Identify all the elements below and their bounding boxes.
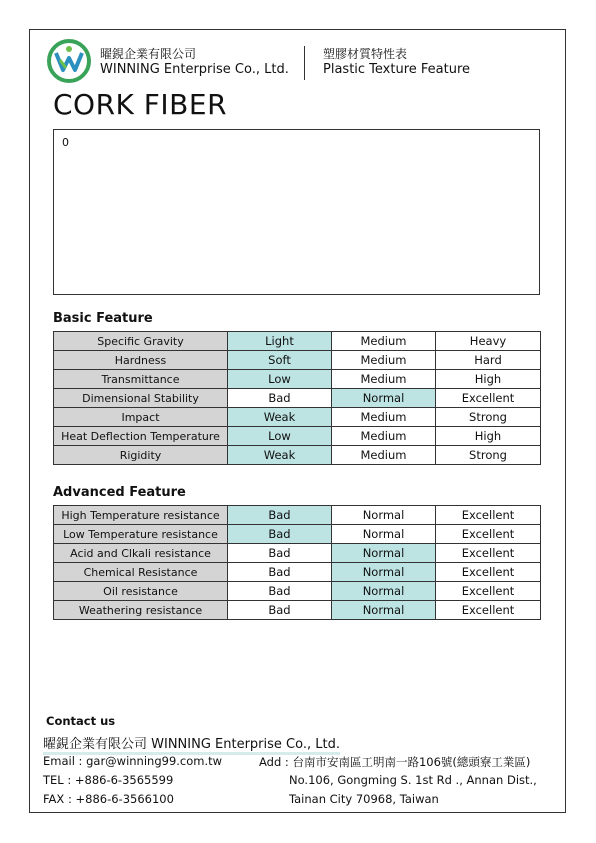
contact-title: Contact us: [46, 714, 116, 728]
feature-option: Medium: [332, 332, 436, 351]
feature-label: Low Temperature resistance: [54, 525, 228, 544]
contact-company: 曜鋧企業有限公司 WINNING Enterprise Co., Ltd.: [43, 733, 340, 755]
feature-row: [54, 525, 541, 544]
feature-option-selected: Normal: [332, 582, 436, 601]
feature-row: [54, 370, 541, 389]
feature-label: Chemical Resistance: [54, 563, 228, 582]
feature-label: Dimensional Stability: [54, 389, 228, 408]
advanced-feature-table: [53, 505, 541, 620]
feature-option: Medium: [332, 427, 436, 446]
advanced-feature-title: Advanced Feature: [53, 485, 186, 500]
feature-option: Normal: [332, 506, 436, 525]
feature-label: Acid and Clkali resistance: [54, 544, 228, 563]
feature-option: Excellent: [436, 582, 541, 601]
feature-option: Normal: [332, 525, 436, 544]
feature-option: Excellent: [436, 525, 541, 544]
feature-label: Oil resistance: [54, 582, 228, 601]
basic-feature-title: Basic Feature: [53, 311, 153, 326]
company-name-zh: 曜鋧企業有限公司: [100, 47, 197, 61]
header-divider: [304, 46, 305, 80]
contact-tel: TEL : +886-6-3565599: [43, 773, 174, 787]
document-type: [323, 46, 470, 78]
document-type-zh: 塑膠材質特性表: [323, 47, 408, 61]
feature-option: High: [436, 370, 541, 389]
feature-row: [54, 563, 541, 582]
feature-row: [54, 351, 541, 370]
feature-option: Strong: [436, 446, 541, 465]
winning-logo-icon: [46, 38, 92, 84]
feature-option: Bad: [228, 389, 332, 408]
feature-option-selected: Normal: [332, 601, 436, 620]
contact-address-line1: Add : 台南市安南區工明南一路106號(總頭寮工業區): [259, 755, 531, 769]
company-name: [100, 46, 289, 78]
feature-option: Bad: [228, 582, 332, 601]
feature-option: Medium: [332, 408, 436, 427]
feature-label: High Temperature resistance: [54, 506, 228, 525]
feature-option-selected: Light: [228, 332, 332, 351]
feature-label: Weathering resistance: [54, 601, 228, 620]
feature-option: Excellent: [436, 601, 541, 620]
document-type-en: Plastic Texture Feature: [323, 62, 471, 77]
feature-option: Bad: [228, 544, 332, 563]
feature-option: Medium: [332, 351, 436, 370]
feature-row: [54, 544, 541, 563]
feature-option: Hard: [436, 351, 541, 370]
contact-fax: FAX : +886-6-3566100: [43, 792, 174, 806]
contact-address-line3: Tainan City 70968, Taiwan: [289, 792, 439, 806]
feature-option-selected: Weak: [228, 408, 332, 427]
feature-option: Bad: [228, 601, 332, 620]
feature-label: Hardness: [54, 351, 228, 370]
feature-row: [54, 408, 541, 427]
feature-option-selected: Soft: [228, 351, 332, 370]
feature-option: Medium: [332, 446, 436, 465]
feature-option: Excellent: [436, 563, 541, 582]
feature-option: Excellent: [436, 389, 541, 408]
feature-label: Impact: [54, 408, 228, 427]
feature-option: Strong: [436, 408, 541, 427]
feature-option: Excellent: [436, 544, 541, 563]
material-description: 0: [62, 136, 69, 149]
feature-label: Rigidity: [54, 446, 228, 465]
material-title: CORK FIBER: [53, 88, 228, 121]
feature-label: Transmittance: [54, 370, 228, 389]
feature-option: Heavy: [436, 332, 541, 351]
feature-row: [54, 506, 541, 525]
feature-option: Excellent: [436, 506, 541, 525]
feature-row: [54, 427, 541, 446]
material-description-box: [53, 129, 540, 295]
contact-email: Email : gar@winning99.com.tw: [43, 754, 223, 768]
feature-option-selected: Bad: [228, 506, 332, 525]
feature-label: Heat Deflection Temperature: [54, 427, 228, 446]
feature-option: Medium: [332, 370, 436, 389]
feature-row: [54, 389, 541, 408]
feature-option-selected: Weak: [228, 446, 332, 465]
feature-option-selected: Normal: [332, 563, 436, 582]
feature-row: [54, 446, 541, 465]
feature-label: Specific Gravity: [54, 332, 228, 351]
feature-row: [54, 582, 541, 601]
feature-option-selected: Low: [228, 427, 332, 446]
feature-option: High: [436, 427, 541, 446]
feature-row: [54, 332, 541, 351]
feature-row: [54, 601, 541, 620]
contact-address-line2: No.106, Gongming S. 1st Rd ., Annan Dist.,: [289, 773, 537, 787]
company-name-en: WINNING Enterprise Co., Ltd.: [100, 62, 289, 77]
feature-option-selected: Low: [228, 370, 332, 389]
feature-option-selected: Normal: [332, 544, 436, 563]
feature-option: Bad: [228, 563, 332, 582]
feature-option-selected: Bad: [228, 525, 332, 544]
feature-option-selected: Normal: [332, 389, 436, 408]
basic-feature-table: [53, 331, 541, 465]
